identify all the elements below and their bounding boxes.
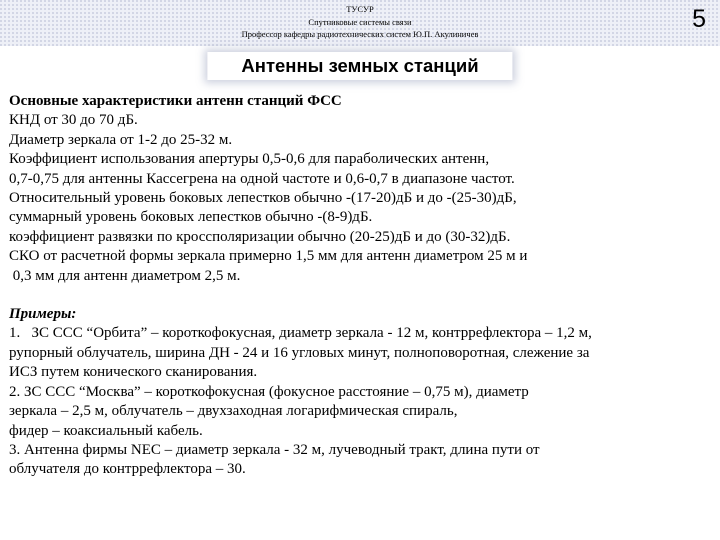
text-line: СКО от расчетной формы зеркала примерно 1,5 мм для антенн диаметром 25 м и: [9, 248, 528, 265]
text-line: 2. ЗС ССС “Москва” – короткофокусная (фокусное расстояние – 0,75 м), диаметр: [9, 383, 529, 400]
text-line: 3. Антенна фирмы NEC – диаметр зеркала - 32 м, лучеводный тракт, длина пути от: [9, 441, 540, 458]
text-line: зеркала – 2,5 м, облучатель – двухзаходная логарифмическая спираль,: [9, 403, 458, 420]
section-gap: [9, 286, 715, 305]
slide-number: 5: [692, 5, 706, 33]
slide-title: Антенны земных станций: [207, 52, 512, 80]
text-line: фидер – коаксиальный кабель.: [9, 422, 203, 439]
section-heading-examples: Примеры:: [9, 306, 77, 323]
header-text: [150, 3, 570, 41]
text-line: КНД от 30 до 70 дБ.: [9, 112, 138, 129]
section-heading-characteristics: Основные характеристики антенн станций ФСС: [9, 93, 342, 109]
text-line: 0,7-0,75 для антенны Кассегрена на одной частоте и 0,6-0,7 в диапазоне частот.: [9, 170, 515, 187]
header-org: ТУСУР: [346, 4, 374, 14]
text-line: 0,3 мм для антенн диаметром 2,5 м.: [9, 267, 241, 284]
slide-content: [9, 92, 715, 480]
text-line: Относительный уровень боковых лепестков обычно -(17-20)дБ и до -(25-30)дБ,: [9, 190, 517, 207]
header-author: Профессор кафедры радиотехнических систем Ю.П. Акулиничев: [241, 29, 479, 39]
text-line: Коэффициент использования апертуры 0,5-0,6 для параболических антенн,: [9, 151, 490, 168]
text-line: коэффициент развязки по кроссполяризации обычно (20-25)дБ и до (30-32)дБ.: [9, 228, 511, 245]
title-area: [0, 46, 720, 90]
text-line: Диаметр зеркала от 1-2 до 25-32 м.: [9, 131, 233, 148]
header-course: Спутниковые системы связи: [308, 16, 412, 27]
text-line: рупорный облучатель, ширина ДН - 24 и 16 угловых минут, полноповоротная, слежение за: [9, 344, 590, 361]
text-line: облучателя до контррефлектора – 30.: [9, 461, 246, 478]
text-line: ИСЗ путем конического сканирования.: [9, 364, 258, 381]
text-line: 1. ЗС ССС “Орбита” – короткофокусная, диаметр зеркала - 12 м, контррефлектора – 1,2 м,: [9, 325, 592, 342]
text-line: суммарный уровень боковых лепестков обычно -(8-9)дБ.: [9, 209, 373, 226]
header-band: [0, 0, 720, 46]
